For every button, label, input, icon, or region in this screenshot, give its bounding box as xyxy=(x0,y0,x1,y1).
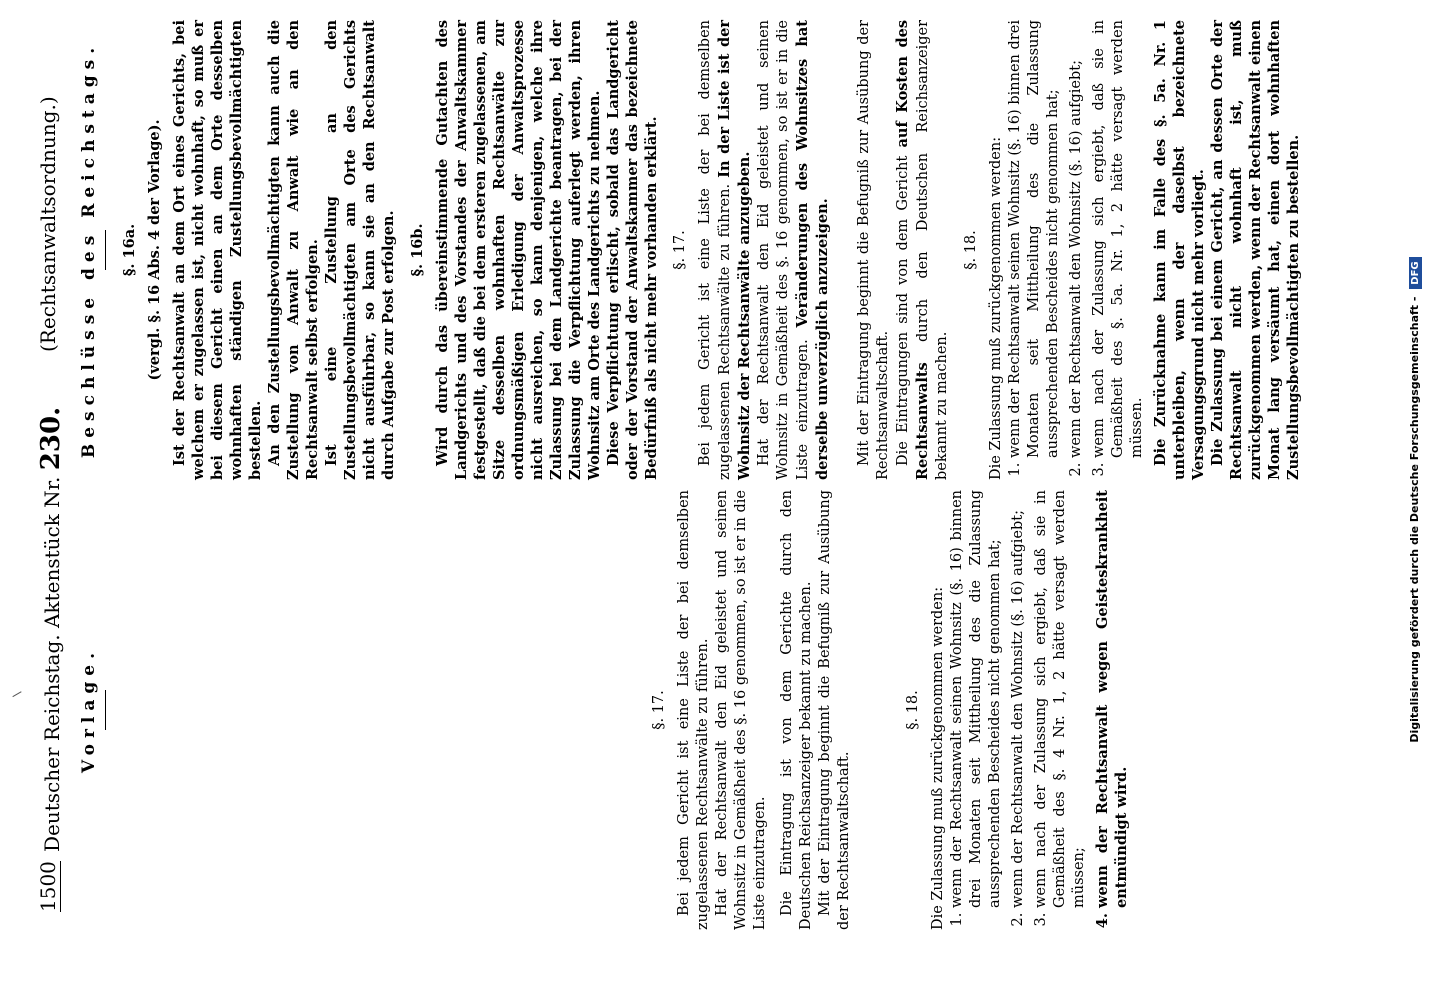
header-subject: (Rechtsanwaltsordnung.) xyxy=(36,96,60,352)
text-run: Hat der Rechtsanwalt den Eid geleistet und seinen Wohnsitz in Gemäßheit des §. 16 genommen, so ist er in die Liste einzutragen. xyxy=(756,20,811,480)
paragraph: Wird durch das übereinstimmende Gutachten des Landgerichts und des Vorstandes der Anwaltskammer festgestellt, daß die bei dem ersteren zugelassenen, am Sitze desselben wohnhaften Rechtsanwälte zur ordnungsmäßigen Erledigung der Anwaltsprozesse nicht ausreichen, so kann denjenigen, welche ihre Zulassung bei dem Landgerichte beantragen, bei der Zulassung die Verpflichtung auferlegt werden, ihren Wohnsitz am Orte des Landgerichts zu nehmen. xyxy=(434,20,603,480)
blank-space xyxy=(120,490,640,930)
paragraph: Mit der Eintragung beginnt die Befugniß zur Ausübung der Rechtsanwaltschaft. xyxy=(856,20,891,480)
dfg-logo: DFG xyxy=(1409,257,1422,288)
heading-rule xyxy=(105,230,106,270)
section-title: §. 16b. xyxy=(409,223,426,277)
column-heading: Beschlüsse des Reichstags. xyxy=(79,41,99,459)
column-heading: Vorlage. xyxy=(79,646,99,774)
page-number: 1500 xyxy=(36,861,60,912)
list-item: 4. wenn der Rechtsanwalt wegen Geisteskrankheit entmündigt wird. xyxy=(1093,490,1131,908)
header-document-number: 230. xyxy=(36,406,66,471)
column-vorlage xyxy=(80,490,1135,930)
paragraph: Ist der Rechtsanwalt an dem Ort eines Gerichts, bei welchem er zugelassen ist, nicht wohnhaft, so muß er bei diesem Gericht einen an dem Orte desselben wohnhaften ständigen Zustellungsbevollmächtigten bestellen. xyxy=(171,20,264,480)
list-item: 1. wenn der Rechtsanwalt seinen Wohnsitz (§. 16) binnen drei Monaten seit Mittheilung des die Zulassung aussprechenden Bescheides nicht genommen hat; xyxy=(948,490,1005,908)
column-beschluesse xyxy=(80,20,1303,480)
list-item: 1. wenn der Rechtsanwalt seinen Wohnsitz (§. 16) binnen drei Monaten seit Mittheilung des die Zulassung aussprechenden Bescheides nicht genommen hat; xyxy=(1006,20,1063,458)
pen-mark xyxy=(12,691,22,699)
text-run: durch den Deutschen Reichsanzeiger bekannt zu machen. xyxy=(915,19,950,480)
section-title: §. 18. xyxy=(963,230,979,270)
credit-text: Digitalisierung gefördert durch die Deutsche Forschungsgemeinschaft - xyxy=(1408,296,1421,743)
paragraph xyxy=(696,20,755,480)
section-title: §. 17. xyxy=(672,230,688,270)
paragraph: Ist eine Zustellung an den Zustellungsbevollmächtigten am Orte des Gerichts nicht ausführbar, so kann sie an den Rechtsanwalt durch Aufgabe zur Post erfolgen. xyxy=(323,20,397,480)
paragraph xyxy=(755,20,833,480)
paragraph: Bei jedem Gericht ist eine Liste der bei demselben zugelassenen Rechtsanwälte zu führen. xyxy=(676,490,711,930)
text-run-bold: auf Kosten des Rechtsanwalts xyxy=(894,19,931,480)
running-header xyxy=(30,12,70,972)
numbered-list xyxy=(1006,20,1147,480)
text-run-bold: In der Liste ist der Wohnsitz der Rechtsanwälte anzugeben. xyxy=(716,19,753,480)
heading-rule xyxy=(105,690,106,730)
header-left-text: Deutscher Reichstag. Aktenstück Nr. xyxy=(40,476,64,852)
list-item: 3. wenn nach der Zulassung sich ergiebt, daß sie in Gemäßheit des §. 5a. Nr. 1, 2 hätte versagt werden müssen. xyxy=(1090,20,1147,458)
text-run: Die Eintragungen sind von dem Gericht xyxy=(895,155,911,466)
text-run-bold: Veränderungen des Wohnsitzes hat derselbe unverzüglich anzuzeigen. xyxy=(794,19,831,480)
list-item: 2. wenn der Rechtsanwalt den Wohnsitz (§. 16) aufgiebt; xyxy=(1067,20,1086,458)
section-title: §. 18. xyxy=(905,690,921,730)
section-title: §. 16a. xyxy=(121,223,138,277)
paragraph: Diese Verpflichtung erlischt, sobald das Landgericht oder der Vorstand der Anwaltskammer das bezeichnete Bedürfniß als nicht mehr vorhanden erklärt. xyxy=(605,20,660,480)
numbered-list xyxy=(948,490,1131,930)
paragraph: Die Zulassung muß zurückgenommen werden: xyxy=(988,136,1004,480)
paragraph: Mit der Eintragung beginnt die Befugniß zur Ausübung der Rechtsanwaltschaft. xyxy=(817,490,852,930)
list-item: 3. wenn nach der Zulassung sich ergiebt, daß sie in Gemäßheit des §. 4 Nr. 1, 2 hätte versagt werden müssen; xyxy=(1032,490,1089,908)
paragraph: Die Zulassung bei einem Gericht, an dessen Orte der Rechtsanwalt nicht wohnhaft ist, muß zurückgenommen werden, wenn der Rechtsanwalt einen Monat lang versäumt hat, einen dort wohnhaften Zustellungsbevollmächtigten zu bestellen. xyxy=(1209,20,1302,480)
text-run: Bei jedem Gericht ist eine Liste der bei demselben zugelassenen Rechtsanwälte zu führen. xyxy=(697,20,733,480)
paragraph: Die Eintragung ist von dem Gerichte durch den Deutschen Reichsanzeiger bekannt zu machen. xyxy=(779,490,814,930)
header-title xyxy=(36,407,66,852)
paragraph: Die Zulassung muß zurückgenommen werden: xyxy=(930,586,946,930)
paragraph: Die Zurücknahme kann im Falle des §. 5a. Nr. 1 unterbleiben, wenn der daselbst bezeichnete Versagungsgrund nicht mehr vorliegt. xyxy=(1152,20,1207,480)
paragraph: An den Zustellungsbevollmächtigten kann auch die Zustellung von Anwalt zu Anwalt wie an den Rechtsanwalt selbst erfolgen. xyxy=(266,20,321,480)
digitization-credit xyxy=(1408,10,1432,990)
list-item: 2. wenn der Rechtsanwalt den Wohnsitz (§. 16) aufgiebt; xyxy=(1009,490,1028,908)
blank-space xyxy=(833,20,855,480)
section-title: §. 17. xyxy=(651,690,667,730)
paragraph xyxy=(893,20,952,480)
paragraph: Hat der Rechtsanwalt den Eid geleistet und seinen Wohnsitz in Gemäßheit des §. 16 genommen, so ist er in die Liste einzutragen. xyxy=(714,490,768,930)
section-reference: (vergl. §. 16 Abs. 4 der Vorlage). xyxy=(146,119,163,381)
blank-space xyxy=(854,490,894,930)
